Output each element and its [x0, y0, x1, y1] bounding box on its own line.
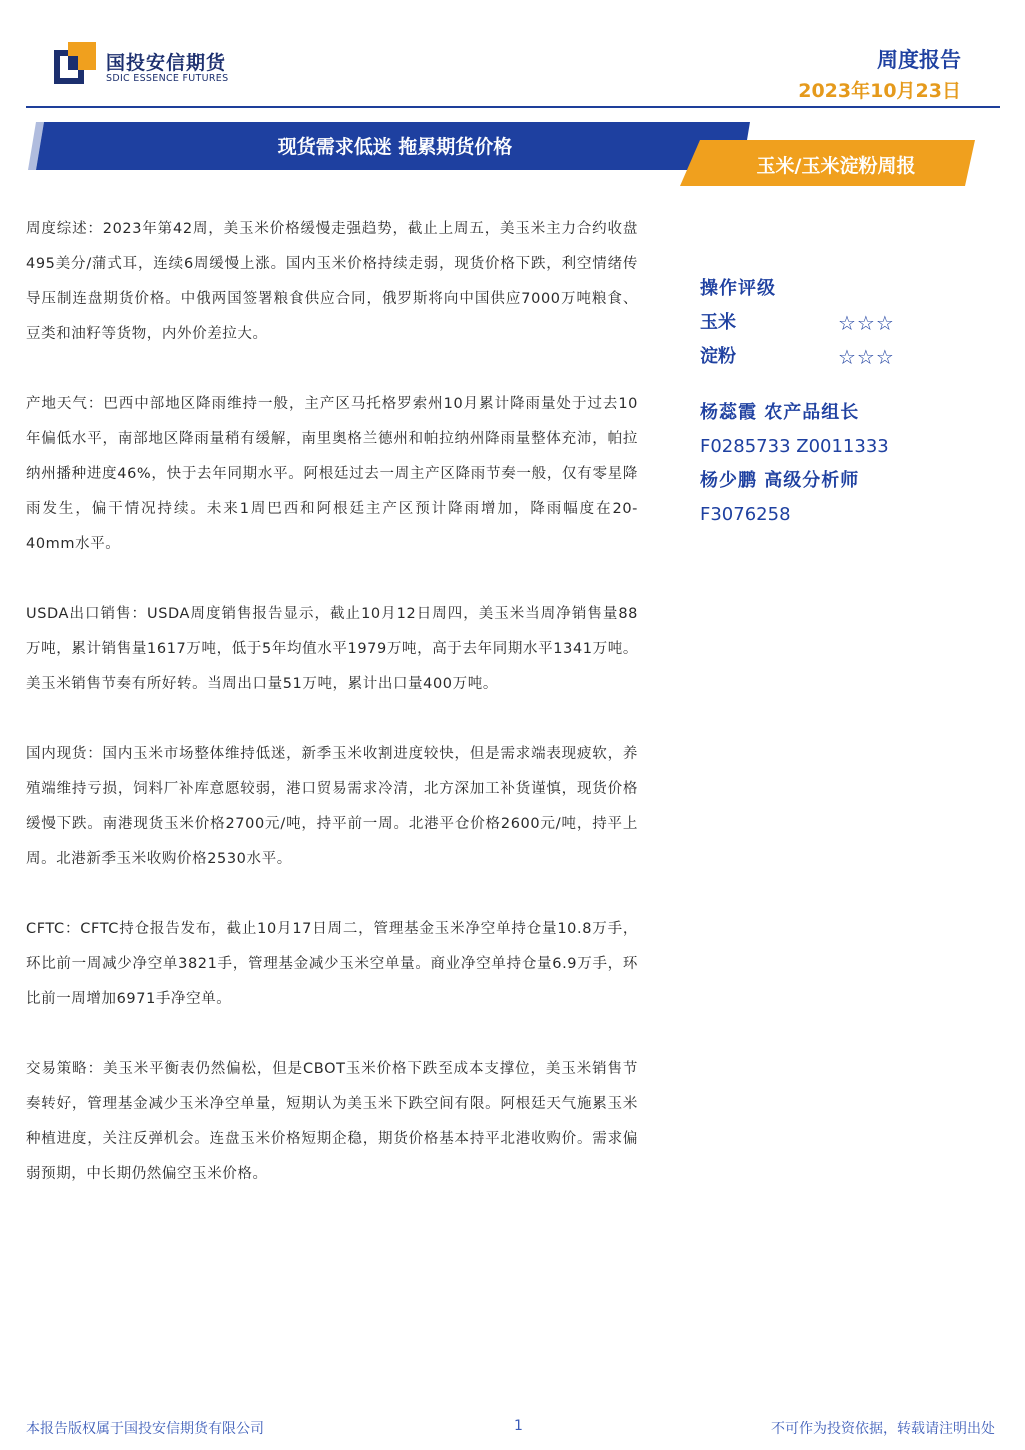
report-date: 2023年10月23日: [798, 80, 961, 102]
report-body: [26, 212, 638, 1227]
analyst-license: F0285733 Z0011333: [700, 436, 889, 457]
rating-label: 淀粉: [700, 346, 736, 367]
rating-row-corn: [700, 306, 960, 340]
logo-english-name: SDIC ESSENCE FUTURES: [106, 73, 229, 84]
footer-disclaimer: 不可作为投资依据，转载请注明出处: [771, 1421, 995, 1437]
analyst-name-title: 杨少鹏 高级分析师: [700, 470, 860, 491]
paragraph-weather: 产地天气：巴西中部地区降雨维持一般，主产区马托格罗索州10月累计降雨量处于过去10年偏低水平，南部地区降雨量稍有缓解，南里奥格兰德州和帕拉纳州降雨量整体充沛，帕拉纳州播种进度46%，快于去年同期水平。阿根廷过去一周主产区降雨节奏一般，仅有零星降雨发生，偏干情况持续。未来1周巴西和阿根廷主产区预计降雨增加，降雨幅度在20-40mm水平。: [26, 396, 638, 552]
logo-chinese-name: 国投安信期货: [106, 52, 227, 74]
report-series-title: 玉米/玉米淀粉周报: [756, 155, 916, 177]
rating-label: 玉米: [700, 312, 736, 333]
paragraph-domestic-spot: 国内现货：国内玉米市场整体维持低迷，新季玉米收割进度较快，但是需求端表现疲软，养殖端维持亏损，饲料厂补库意愿较弱，港口贸易需求冷清，北方深加工补货谨慎，现货价格缓慢下跌。南港现货玉米价格2700元/吨，持平前一周。北港平仓价格2600元/吨，持平上周。北港新季玉米收购价格2530水平。: [26, 746, 638, 867]
rating-title: 操作评级: [700, 278, 776, 299]
company-logo: [54, 42, 254, 88]
footer-copyright: 本报告版权属于国投安信期货有限公司: [26, 1421, 264, 1437]
paragraph-cftc: CFTC：CFTC持仓报告发布，截止10月17日周二，管理基金玉米净空单持仓量10.8万手，环比前一周减少净空单3821手，管理基金减少玉米空单量。商业净空单持仓量6.9万手，环比前一周增加6971手净空单。: [26, 921, 638, 1007]
star-rating-icon: ☆☆☆: [838, 311, 895, 335]
star-rating-icon: ☆☆☆: [838, 345, 895, 369]
paragraph-trading-strategy: 交易策略：美玉米平衡表仍然偏松，但是CBOT玉米价格下跌至成本支撑位，美玉米销售节奏转好，管理基金减少玉米净空单量，短期认为美玉米下跌空间有限。阿根廷天气施累玉米种植进度，关注反弹机会。连盘玉米价格短期企稳，期货价格基本持平北港收购价。需求偏弱预期，中长期仍然偏空玉米价格。: [26, 1061, 638, 1182]
rating-row-starch: [700, 340, 960, 374]
report-headline: 现货需求低迷 拖累期货价格: [277, 136, 513, 158]
paragraph-usda-export: USDA出口销售：USDA周度销售报告显示，截止10月12日周四，美玉米当周净销售量88万吨，累计销售量1617万吨，低于5年均值水平1979万吨，高于去年同期水平1341万吨。美玉米销售节奏有所好转。当周出口量51万吨，累计出口量400万吨。: [26, 606, 638, 692]
header-divider: [26, 106, 1000, 108]
logo-mark-icon: [54, 42, 96, 84]
sidebar: [700, 272, 960, 532]
paragraph-weekly-summary: 周度综述：2023年第42周，美玉米价格缓慢走强趋势，截止上周五，美玉米主力合约收盘495美分/蒲式耳，连续6周缓慢上涨。国内玉米价格持续走弱，现货价格下跌，利空情绪传导压制连盘期货价格。中俄两国签署粮食供应合同，俄罗斯将向中国供应7000万吨粮食、豆类和油籽等货物，内外价差拉大。: [26, 221, 638, 342]
analyst-name-title: 杨蕊霞 农产品组长: [700, 402, 860, 423]
report-type: 周度报告: [877, 48, 961, 72]
analyst-info: [700, 396, 960, 532]
analyst-license: F3076258: [700, 504, 791, 525]
page-number: 1: [514, 1418, 523, 1434]
